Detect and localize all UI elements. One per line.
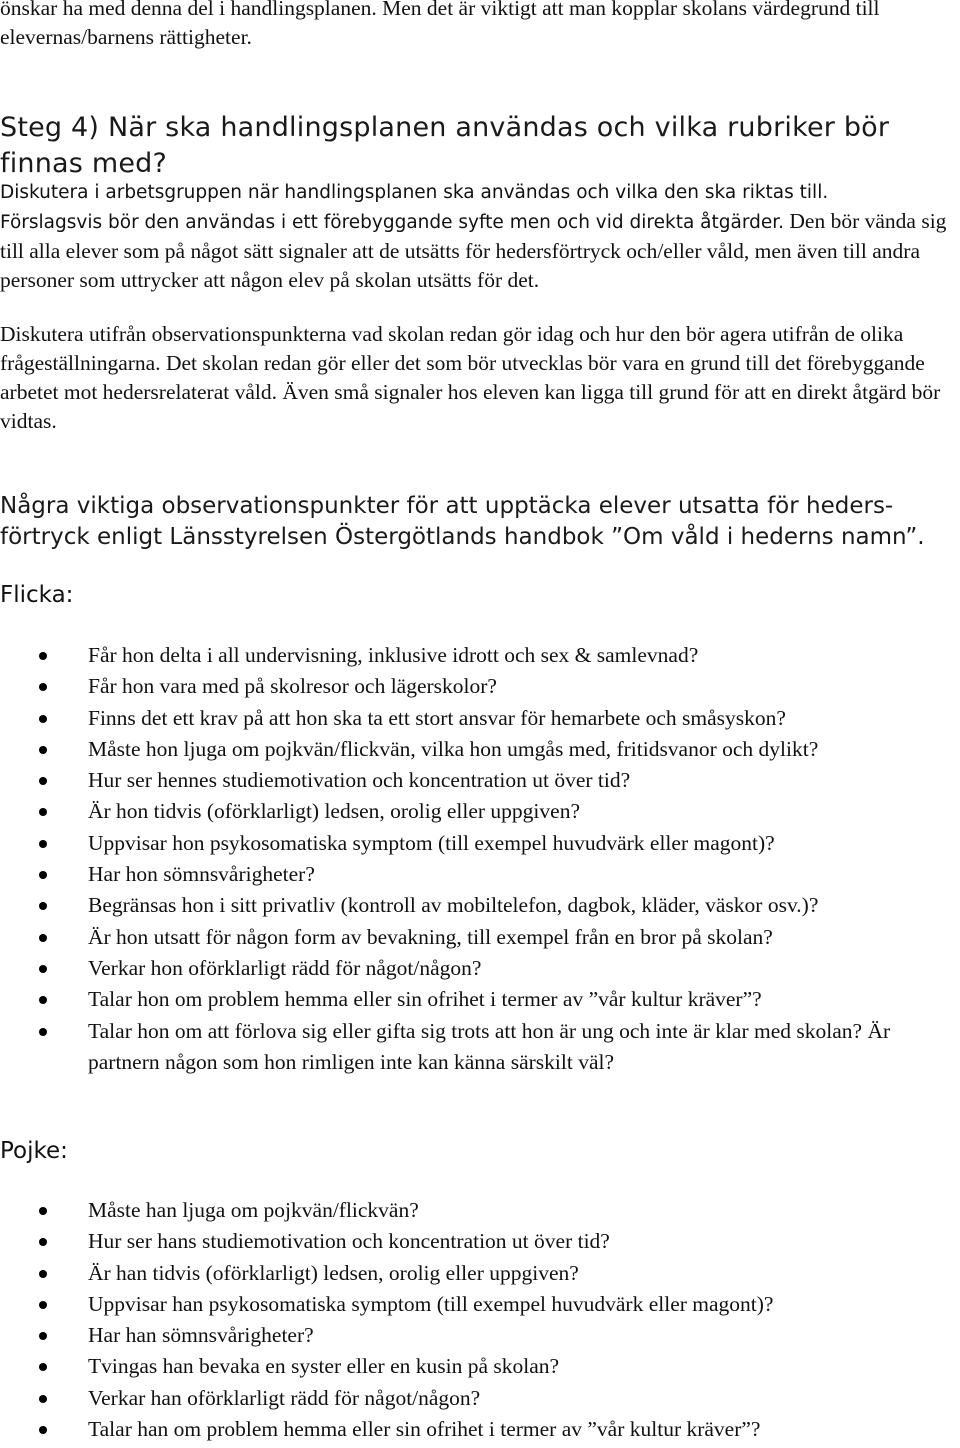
list-item — [0, 922, 960, 953]
list-item-text: Talar han om problem hemma eller sin ofrihet i termer av ”vår kultur kräver”? — [88, 1417, 761, 1442]
bullet-icon — [39, 871, 47, 879]
girl-observation-list — [0, 640, 960, 1078]
observation-heading — [0, 491, 956, 553]
bullet-icon — [39, 996, 47, 1004]
bullet-icon — [39, 1332, 47, 1340]
bullet-icon — [39, 1301, 47, 1309]
list-item-text: Finns det ett krav på att hon ska ta ett stort ansvar för hemarbete och småsyskon? — [88, 705, 786, 730]
list-item-text: Måste hon ljuga om pojkvän/flickvän, vilka hon umgås med, fritidsvanor och dylikt? — [88, 736, 819, 761]
list-item-text: Tvingas han bevaka en syster eller en kusin på skolan? — [88, 1354, 560, 1379]
intro-paragraph: önskar ha med denna del i handlingsplanen. Men det är viktigt att man kopplar skolans värdegrund till elevernas/barnens rättigheter. — [0, 0, 880, 49]
bullet-icon — [39, 1363, 47, 1371]
list-item — [0, 828, 960, 859]
list-item — [0, 765, 960, 796]
step4-paragraph — [0, 177, 956, 295]
list-item — [0, 796, 960, 827]
boy-observation-list — [0, 1195, 960, 1445]
list-item-text: Är han tidvis (oförklarligt) ledsen, orolig eller uppgiven? — [88, 1260, 579, 1285]
step4-line-1: Diskutera i arbetsgruppen när handlingsplanen ska användas och vilka den ska riktas till. — [0, 182, 829, 203]
observation-heading-line-1: Några viktiga observationspunkter för att upptäcka elever utsatta för heders- — [0, 493, 894, 519]
list-item-text: Hur ser hans studiemotivation och koncentration ut över tid? — [88, 1229, 610, 1254]
list-item — [0, 953, 960, 984]
bullet-icon — [39, 683, 47, 691]
step4-line-3: Den bör vända sig till alla elever som på något sätt signaler att de utsätts för hedersförtryck och/eller våld, men även till andra personer som uttrycker att någon elev på skolan utsätts för det. — [0, 209, 947, 292]
list-item-text: Talar hon om problem hemma eller sin ofrihet i termer av ”vår kultur kräver”? — [88, 987, 762, 1012]
list-item — [0, 859, 960, 890]
bullet-icon — [39, 1395, 47, 1403]
list-item — [0, 1289, 960, 1320]
list-item-text: Måste han ljuga om pojkvän/flickvän? — [88, 1198, 419, 1222]
list-item — [0, 1414, 960, 1445]
list-item — [0, 640, 960, 671]
list-item — [0, 984, 960, 1015]
bullet-icon — [39, 652, 47, 660]
step4-heading: Steg 4) När ska handlingsplanen användas och vilka rubriker bör finnas med? — [0, 112, 890, 179]
list-item-text: Begränsas hon i sitt privatliv (kontroll av mobiltelefon, dagbok, kläder, väskor osv.)? — [88, 893, 819, 918]
bullet-icon — [39, 777, 47, 785]
list-item — [0, 1226, 960, 1257]
list-item — [0, 671, 960, 702]
bullet-icon — [39, 1207, 47, 1215]
bullet-icon — [39, 840, 47, 848]
list-item — [0, 734, 960, 765]
list-item — [0, 1383, 960, 1414]
list-item-text: Verkar han oförklarligt rädd för något/någon? — [88, 1385, 481, 1410]
step4-line-2: Förslagsvis bör den användas i ett förebyggande syfte men och vid direkta åtgärder. — [0, 212, 785, 233]
list-item-text: Får hon vara med på skolresor och lägerskolor? — [88, 674, 497, 699]
list-item — [0, 1016, 960, 1079]
bullet-icon — [39, 808, 47, 816]
boy-section-heading: Pojke: — [0, 1138, 68, 1164]
bullet-icon — [39, 902, 47, 910]
list-item-text: Uppvisar hon psykosomatiska symptom (till exempel huvudvärk eller magont)? — [88, 830, 775, 855]
bullet-icon — [39, 715, 47, 723]
list-item — [0, 703, 960, 734]
list-item — [0, 1258, 960, 1289]
bullet-icon — [39, 1270, 47, 1278]
list-item-text: Uppvisar han psykosomatiska symptom (till exempel huvudvärk eller magont)? — [88, 1291, 774, 1316]
list-item-text: Är hon tidvis (oförklarligt) ledsen, orolig eller uppgiven? — [88, 799, 580, 824]
bullet-icon — [39, 934, 47, 942]
list-item-text: Talar hon om att förlova sig eller gifta sig trots att hon är ung och inte är klar med skolan? Är partnern någon som hon rimligen inte kan känna särskilt väl? — [88, 1018, 891, 1074]
list-item — [0, 1195, 960, 1226]
list-item-text: Får hon delta i all undervisning, inklusive idrott och sex & samlevnad? — [88, 643, 699, 667]
list-item — [0, 1351, 960, 1382]
bullet-icon — [39, 746, 47, 754]
list-item-text: Har han sömnsvårigheter? — [88, 1323, 314, 1348]
bullet-icon — [39, 1028, 47, 1036]
list-item-text: Hur ser hennes studiemotivation och koncentration ut över tid? — [88, 768, 631, 793]
list-item-text: Har hon sömnsvårigheter? — [88, 862, 315, 887]
list-item-text: Verkar hon oförklarligt rädd för något/någon? — [88, 955, 482, 980]
list-item — [0, 890, 960, 921]
discuss-paragraph: Diskutera utifrån observationspunkterna vad skolan redan gör idag och hur den bör agera utifrån de olika frågeställningarna. Det skolan redan gör eller det som bör utvecklas bör vara en grund till det förebyggande arbetet mot hedersrelaterat våld. Även små signaler hos eleven kan ligga till grund för att en direkt åtgärd bör vidtas. — [0, 322, 941, 433]
list-item-text: Är hon utsatt för någon form av bevakning, till exempel från en bror på skolan? — [88, 924, 773, 949]
bullet-icon — [39, 1238, 47, 1246]
girl-section-heading: Flicka: — [0, 582, 74, 608]
bullet-icon — [39, 965, 47, 973]
bullet-icon — [39, 1426, 47, 1434]
list-item — [0, 1320, 960, 1351]
observation-heading-line-2: förtryck enligt Länsstyrelsen Östergötlands handbok ”Om våld i hederns namn”. — [0, 524, 925, 550]
